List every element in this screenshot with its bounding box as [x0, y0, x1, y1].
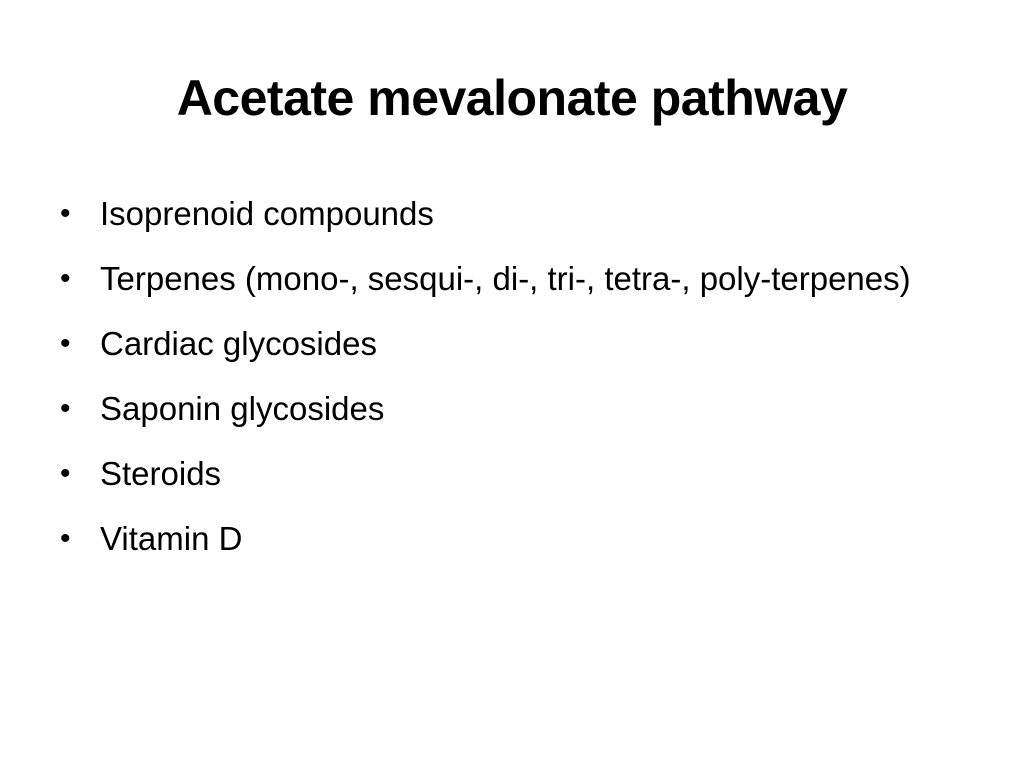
bullet-item-cardiac-glycosides [58, 320, 968, 368]
bullet-icon: • [60, 197, 71, 230]
bullet-item-saponin-glycosides [58, 385, 968, 433]
bullet-text: Vitamin D [100, 520, 243, 557]
bullet-text: Cardiac glycosides [100, 325, 377, 362]
bullet-text: Steroids [100, 455, 222, 492]
bullet-icon: • [60, 327, 71, 360]
slide-title: Acetate mevalonate pathway [176, 70, 848, 126]
bullet-icon: • [60, 262, 71, 295]
bullet-icon: • [60, 457, 71, 490]
bullet-icon: • [60, 392, 71, 425]
bullet-list [58, 190, 968, 580]
bullet-item-steroids [58, 450, 968, 498]
bullet-icon: • [60, 522, 71, 555]
bullet-item-terpenes [58, 255, 968, 303]
bullet-text: Saponin glycosides [100, 390, 385, 427]
bullet-text: Isoprenoid compounds [100, 195, 434, 232]
bullet-item-isoprenoid [58, 190, 968, 238]
bullet-text: Terpenes (mono-, sesqui-, di-, tri-, tetra-, poly-terpenes) [100, 260, 911, 297]
bullet-item-vitamin-d [58, 515, 968, 563]
